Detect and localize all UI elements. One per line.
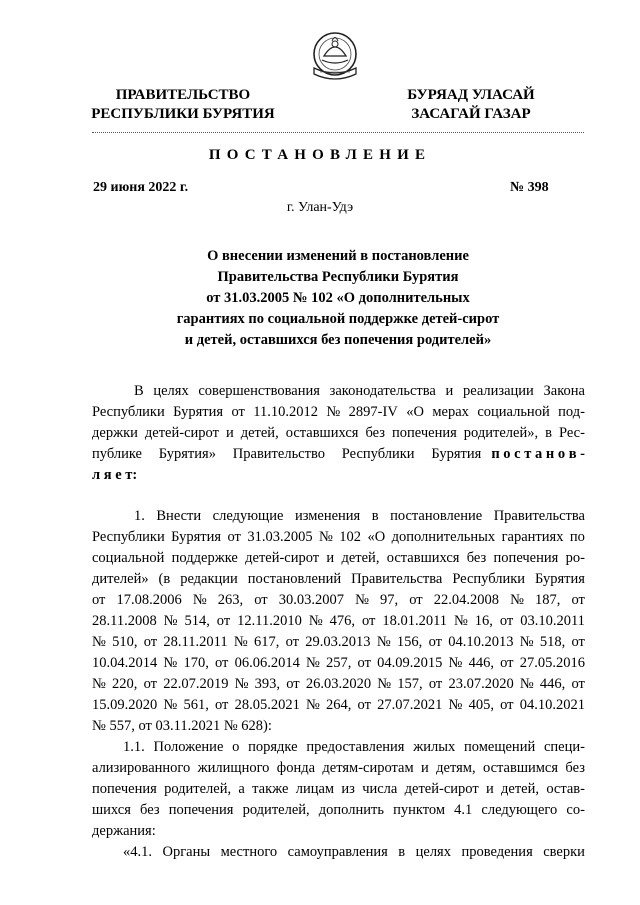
word: специ- (543, 739, 585, 755)
word: 30.03.2007 (278, 592, 344, 608)
word: «4.1. (123, 844, 152, 860)
word: Республики (92, 404, 165, 420)
word: Бурятия (431, 446, 482, 462)
word: Закона (543, 383, 585, 399)
word: № (319, 529, 333, 545)
word: № (234, 676, 249, 692)
word: № (305, 697, 320, 713)
word: фонда (276, 760, 316, 776)
word: «О (367, 529, 386, 545)
word: 446, (468, 655, 494, 671)
body-line (92, 737, 585, 758)
body-line (92, 779, 585, 800)
word: и (445, 383, 454, 399)
body-line: № 557, от 03.11.2021 № 628): (92, 718, 272, 734)
word: 10.04.2014 (92, 655, 158, 671)
body-line (92, 402, 585, 423)
word: 27.07.2021 (377, 697, 443, 713)
subject-line: Правительства Республики Бурятия (217, 269, 459, 285)
word: № (326, 404, 341, 420)
word: № (163, 697, 178, 713)
body-line (92, 758, 585, 779)
header-right (378, 86, 564, 124)
word: № (355, 592, 369, 608)
word: 27.05.2016 (519, 655, 585, 671)
word: без (466, 550, 487, 566)
word: 28.11.2008 (92, 613, 157, 629)
word: без (140, 802, 160, 818)
word: от (357, 655, 371, 671)
subject-line: О внесении изменений в постановление (207, 248, 469, 264)
word: 22.07.2019 (163, 676, 229, 692)
header-left-line1: ПРАВИТЕЛЬСТВО (115, 87, 251, 103)
word: также (252, 781, 289, 797)
word: от (409, 592, 423, 608)
word: Республики (341, 446, 415, 462)
word: Бурятия (173, 404, 224, 420)
word: и (225, 425, 234, 441)
word: Республики (92, 529, 165, 545)
word: со- (566, 802, 585, 818)
body-line (92, 423, 585, 444)
word: детей-сирот (245, 550, 320, 566)
coat-of-arms-icon (302, 28, 368, 88)
word: самоуправления (287, 844, 388, 860)
body-line (92, 800, 585, 821)
word: жилищного (197, 760, 270, 776)
word: лицам (295, 781, 335, 797)
word: публике (92, 446, 142, 462)
word: 393, (254, 676, 281, 692)
word: 257, (326, 655, 352, 671)
word: и (421, 760, 429, 776)
word: Республики (452, 571, 526, 587)
word: гарантиях (501, 529, 564, 545)
word: социальной (92, 550, 165, 566)
word: от (214, 655, 229, 671)
word: В (134, 383, 144, 399)
word: порядке (248, 739, 298, 755)
word: 405, (468, 697, 494, 713)
preamble-paragraph (92, 381, 585, 486)
word: № (510, 592, 524, 608)
word: 28.05.2021 (234, 697, 300, 713)
word: 04.09.2015 (377, 655, 443, 671)
word: 514, (184, 613, 210, 629)
word: оставшихся (386, 550, 460, 566)
word: 476, (329, 613, 355, 629)
word: 446, (539, 676, 566, 692)
word: 102 (339, 529, 362, 545)
resolve-word-end: л я е т: (92, 467, 138, 483)
word: попечения (92, 781, 157, 797)
word: дополнить (318, 802, 384, 818)
word: «О (406, 404, 424, 420)
word: совершенствования (198, 383, 320, 399)
word: а (238, 781, 245, 797)
word: законодательства (329, 383, 436, 399)
body-line (92, 506, 585, 527)
body-line: держания: (92, 823, 156, 839)
word: местного (220, 844, 278, 860)
word: проведения (461, 844, 533, 860)
word: под- (558, 404, 585, 420)
word: 18.01.2011 (382, 613, 448, 629)
word: без (565, 760, 585, 776)
document-subject (150, 246, 526, 351)
word: детей-сирот (404, 781, 479, 797)
word: 06.06.2014 (234, 655, 300, 671)
word: № (519, 634, 534, 650)
subject-line: от 31.03.2005 № 102 «О дополнительных (206, 290, 470, 306)
word: 29.03.2013 (305, 634, 371, 650)
word: 561, (183, 697, 209, 713)
word: 22.04.2008 (433, 592, 499, 608)
word: попечения (392, 425, 457, 441)
word: шихся (92, 802, 131, 818)
document-type: ПОСТАНОВЛЕНИЕ (208, 147, 432, 163)
word: от (143, 676, 157, 692)
word: попечения (168, 802, 234, 818)
word: 1. (134, 508, 145, 524)
word: родителей», (463, 425, 539, 441)
word: от (214, 697, 229, 713)
word: 4.1 (454, 802, 473, 818)
word: реализации (462, 383, 534, 399)
word: постановление (390, 508, 483, 524)
word: следующего (481, 802, 558, 818)
word: от (227, 529, 241, 545)
word: редакции (180, 571, 238, 587)
word: от (571, 592, 585, 608)
word: Внести (156, 508, 202, 524)
word: держки (92, 425, 138, 441)
word: 1.1. (123, 739, 145, 755)
word: № (453, 613, 468, 629)
word: 04.10.2021 (519, 697, 585, 713)
word: 156, (396, 634, 423, 650)
word: изменения (294, 508, 361, 524)
word: детей, (240, 425, 279, 441)
word: 12.11.2010 (237, 613, 302, 629)
word: 04.10.2013 (448, 634, 514, 650)
word: оставшимся (482, 760, 559, 776)
word: постановлений (247, 571, 342, 587)
document-number: № 398 (510, 180, 549, 195)
word: целях (153, 383, 189, 399)
word: от (428, 634, 442, 650)
body-line (92, 653, 585, 674)
word: остав- (546, 781, 585, 797)
word: 220, (112, 676, 138, 692)
word: № (163, 655, 178, 671)
word: детей-сирот (144, 425, 219, 441)
word: от (428, 676, 443, 692)
header-right-line2: ЗАСАГАЙ ГАЗАР (411, 106, 531, 122)
document-city: г. Улан-Удэ (286, 200, 354, 215)
word: от (361, 613, 376, 629)
word: дителей» (92, 571, 149, 587)
word: из (341, 781, 355, 797)
word: от (357, 697, 371, 713)
word: следующие (212, 508, 284, 524)
word: жилых (413, 739, 456, 755)
word: помещений (463, 739, 536, 755)
word: № (233, 634, 248, 650)
word: № (92, 634, 106, 650)
word: 15.09.2020 (92, 697, 158, 713)
word: в (545, 425, 552, 441)
word: 157, (397, 676, 423, 692)
body-line (92, 842, 585, 863)
word: 617, (253, 634, 280, 650)
word: № (448, 697, 463, 713)
word: в (371, 508, 379, 524)
word: оставшихся (285, 425, 359, 441)
word: от (571, 634, 585, 650)
body-line (92, 695, 585, 716)
word: Правительства (493, 508, 585, 524)
word: № (377, 676, 392, 692)
word: от (500, 697, 514, 713)
word: от (285, 634, 300, 650)
dotted-divider (92, 132, 584, 133)
word: дополнительных (391, 529, 496, 545)
clause-1 (92, 506, 585, 863)
word: 26.03.2020 (305, 676, 372, 692)
document-date: 29 июня 2022 г. (93, 180, 189, 195)
word: о (232, 739, 240, 755)
word: № (163, 613, 178, 629)
word: от (231, 404, 245, 420)
word: и (485, 781, 494, 797)
header-left-line2: РЕСПУБЛИКИ БУРЯТИЯ (91, 106, 275, 122)
header-right-line1: БУРЯАД УЛАСАЙ (407, 87, 535, 103)
body-line (92, 611, 585, 632)
word: мерах (432, 404, 469, 420)
word: родителей, (242, 802, 310, 818)
word: от (571, 676, 585, 692)
word: № (519, 676, 534, 692)
resolve-word: п о с т а н о в - (491, 446, 585, 462)
word: № (308, 613, 323, 629)
word: от (143, 634, 158, 650)
word: Органы (162, 844, 211, 860)
preamble-text (92, 444, 481, 465)
word: Правительства (351, 571, 443, 587)
word: попечения (493, 550, 559, 566)
body-line (92, 527, 585, 548)
word: числа (362, 781, 398, 797)
word: Бурятия» (158, 446, 216, 462)
word: 97, (380, 592, 399, 608)
word: социальной (477, 404, 550, 420)
word: ро- (565, 550, 585, 566)
word: от (216, 613, 231, 629)
word: 28.11.2011 (163, 634, 228, 650)
word: детям-сиротам (322, 760, 414, 776)
body-line (92, 569, 585, 590)
word: 518, (539, 634, 566, 650)
word: 170, (183, 655, 209, 671)
word: 11.10.2012 (253, 404, 318, 420)
word: сверки (543, 844, 585, 860)
body-line (92, 590, 585, 611)
word: № (448, 655, 463, 671)
word: в (398, 844, 406, 860)
word: ализированного (92, 760, 191, 776)
word: 187, (535, 592, 561, 608)
word: от (254, 592, 268, 608)
word: от (286, 676, 300, 692)
word: (в (158, 571, 171, 587)
body-line (92, 674, 585, 695)
word: пунктом (393, 802, 446, 818)
word: без (365, 425, 385, 441)
body-line (92, 548, 585, 569)
word: Правительство (232, 446, 325, 462)
word: и (326, 550, 335, 566)
body-line (92, 444, 585, 465)
word: № (92, 676, 106, 692)
word: детей, (501, 781, 540, 797)
word: по (569, 529, 585, 545)
word: Бурятия (171, 529, 222, 545)
subject-line: и детей, оставшихся без попечения родителей» (184, 332, 492, 348)
word: 23.07.2020 (448, 676, 514, 692)
word: 2897-IV (348, 404, 398, 420)
word: 263, (217, 592, 244, 608)
word: 510, (112, 634, 138, 650)
body-line (92, 381, 585, 402)
word: целях (415, 844, 451, 860)
word: от (500, 655, 514, 671)
word: 31.03.2005 (247, 529, 313, 545)
word: № (192, 592, 207, 608)
word: 17.08.2006 (116, 592, 182, 608)
body-line (92, 632, 585, 653)
word: Положение (153, 739, 224, 755)
word: № (305, 655, 320, 671)
word: от (92, 592, 106, 608)
word: 03.10.2011 (520, 613, 585, 629)
word: Рес- (558, 425, 585, 441)
word: детям, (436, 760, 476, 776)
word: 16, (474, 613, 493, 629)
word: № (376, 634, 391, 650)
word: родителей, (164, 781, 232, 797)
header-left (78, 86, 288, 124)
word: предоставления (306, 739, 405, 755)
word: детей, (341, 550, 380, 566)
subject-line: гарантиях по социальной поддержке детей-сирот (176, 311, 500, 327)
word: 264, (326, 697, 352, 713)
word: от (499, 613, 514, 629)
word: поддержке (171, 550, 238, 566)
word: Бурятия (535, 571, 585, 587)
